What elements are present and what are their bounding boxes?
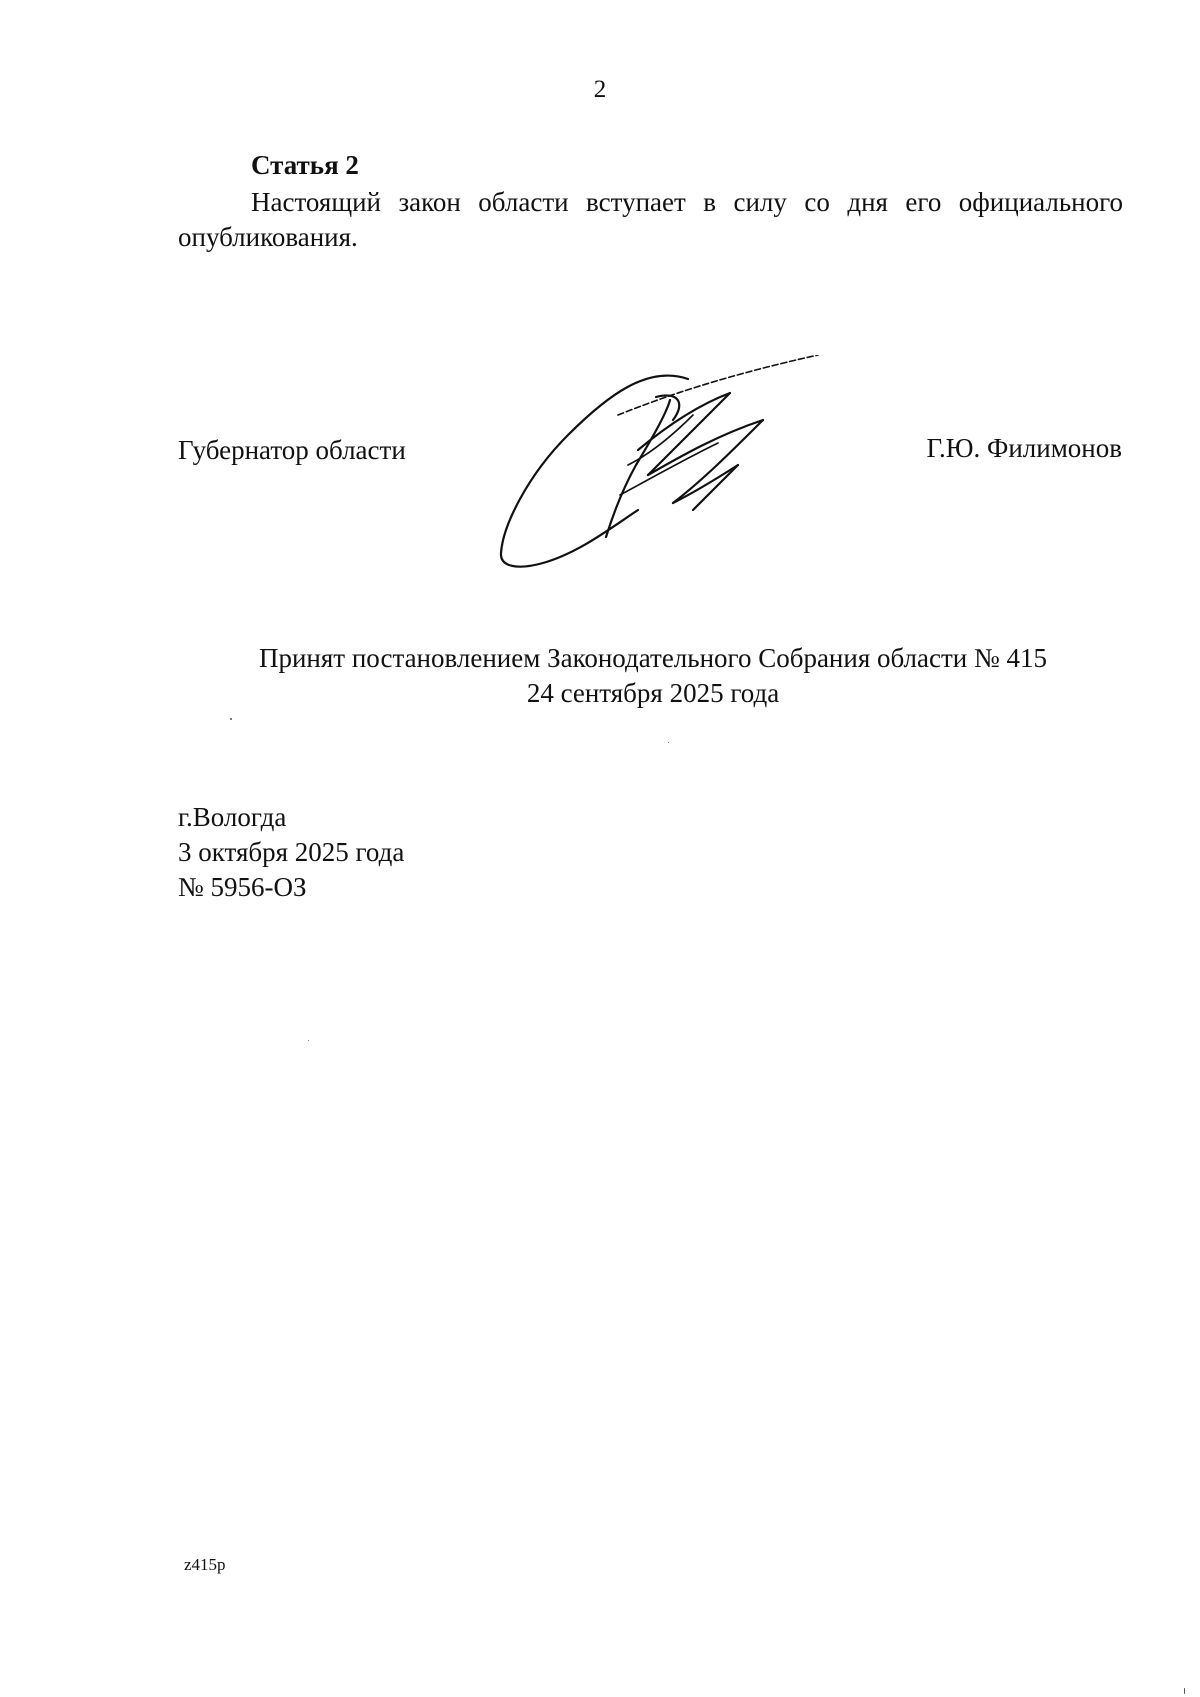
page-number: 2 [593, 76, 607, 103]
scan-speck [308, 1040, 309, 1041]
place-date-number-block [178, 800, 404, 905]
adoption-resolution: Принят постановлением Законодательного Собрания области № 415 [258, 643, 1048, 673]
signing-date: 3 октября 2025 года [178, 837, 405, 867]
adoption-note [0, 641, 1200, 711]
document-code: z415p [184, 1555, 226, 1574]
signatory-name: Г.Ю. Филимонов [926, 433, 1122, 463]
scan-speck [668, 742, 669, 743]
scan-speck [230, 718, 232, 720]
signatory-title: Губернатор области [178, 435, 406, 465]
adoption-date: 24 сентября 2025 года [526, 678, 780, 708]
article-text: Настоящий закон области вступает в силу со дня его официального опубликования. [178, 187, 1123, 252]
scan-speck [1184, 1688, 1185, 1694]
law-number: № 5956-ОЗ [178, 872, 307, 902]
article-heading: Статья 2 [251, 150, 359, 180]
handwritten-signature [498, 355, 828, 575]
city: г.Вологда [178, 802, 287, 832]
